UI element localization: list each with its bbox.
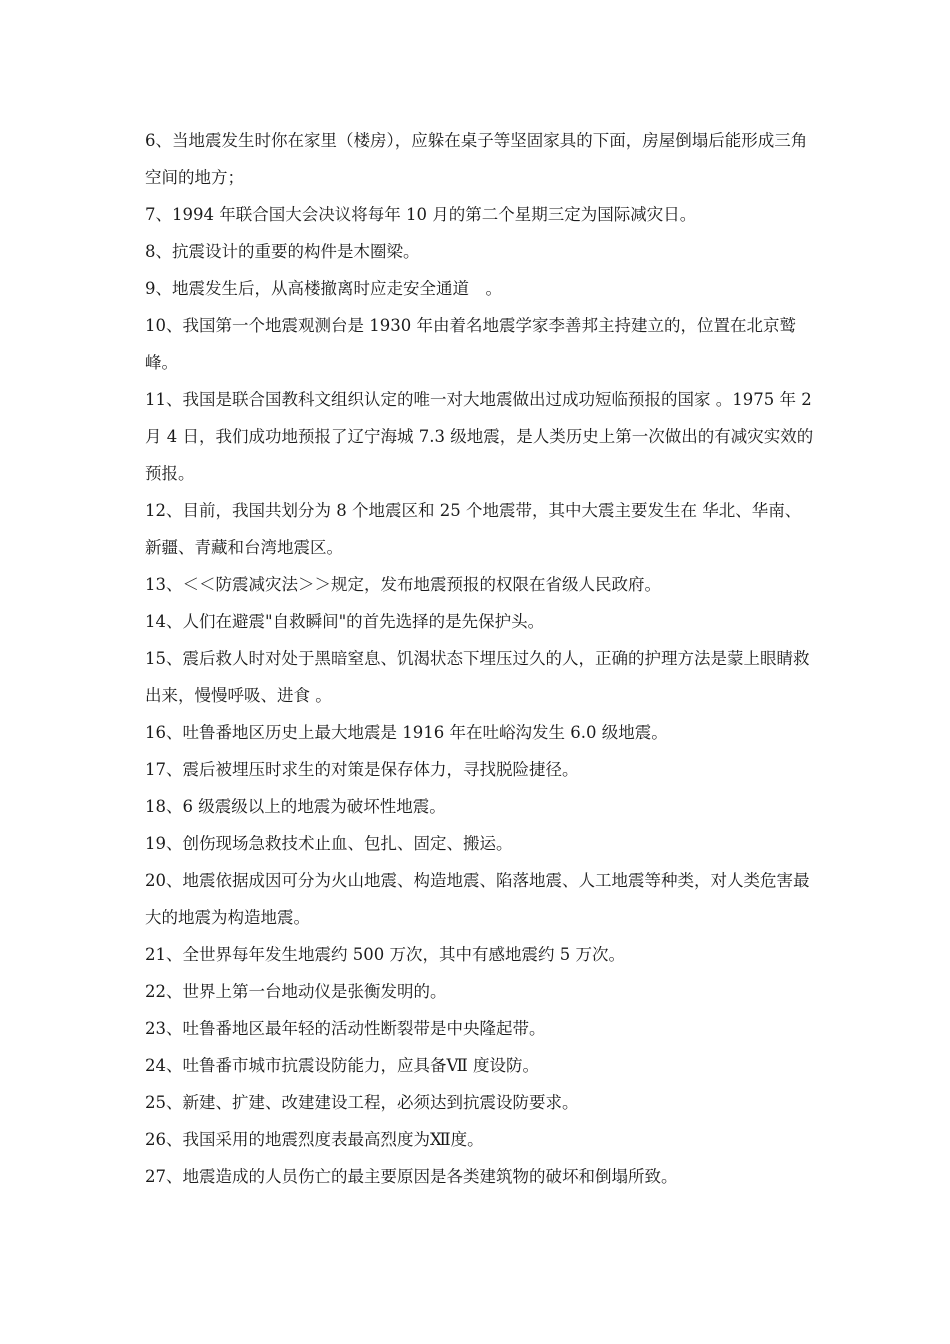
list-item-17: 17、震后被埋压时求生的对策是保存体力，寻找脱险捷径。	[145, 760, 579, 779]
list-item-18: 18、6 级震级以上的地震为破坏性地震。	[145, 797, 446, 816]
list-item-12: 12、目前，我国共划分为 8 个地震区和 25 个地震带，其中大震主要发生在 华北、华南、新疆、青藏和台湾地震区。	[145, 501, 802, 557]
list-item-8: 8、抗震设计的重要的构件是木圈梁。	[145, 242, 420, 261]
list-item-20: 20、地震依据成因可分为火山地震、构造地震、陷落地震、人工地震等种类，对人类危害最大的地震为构造地震。	[145, 871, 810, 927]
list-item-24: 24、吐鲁番市城市抗震设防能力，应具备Ⅶ 度设防。	[145, 1056, 540, 1075]
list-item-10: 10、我国第一个地震观测台是 1930 年由着名地震学家李善邦主持建立的，位置在北京鹫峰。	[145, 316, 796, 372]
list-item-26: 26、我国采用的地震烈度表最高烈度为Ⅻ度。	[145, 1130, 484, 1149]
list-item-6: 6、当地震发生时你在家里（楼房），应躲在桌子等坚固家具的下面，房屋倒塌后能形成三角空间的地方；	[145, 131, 808, 187]
list-item-14: 14、人们在避震"自救瞬间"的首先选择的是先保护头。	[145, 612, 545, 631]
list-item-16: 16、吐鲁番地区历史上最大地震是 1916 年在吐峪沟发生 6.0 级地震。	[145, 723, 668, 742]
list-item-22: 22、世界上第一台地动仪是张衡发明的。	[145, 982, 447, 1001]
document-page	[145, 122, 815, 1195]
list-item-13: 13、＜＜防震减灾法＞＞规定，发布地震预报的权限在省级人民政府。	[145, 575, 661, 594]
list-item-21: 21、全世界每年发生地震约 500 万次，其中有感地震约 5 万次。	[145, 945, 625, 964]
list-item-15: 15、震后救人时对处于黑暗窒息、饥渴状态下埋压过久的人，正确的护理方法是蒙上眼睛救出来，慢慢呼吸、进食 。	[145, 649, 810, 705]
list-item-27: 27、地震造成的人员伤亡的最主要原因是各类建筑物的破坏和倒塌所致。	[145, 1167, 678, 1186]
list-item-11: 11、我国是联合国教科文组织认定的唯一对大地震做出过成功短临预报的国家 。1975 年 2 月 4 日，我们成功地预报了辽宁海城 7.3 级地震，是人类历史上第一次做出的有减灾实效的预报。	[145, 390, 817, 483]
list-item-23: 23、吐鲁番地区最年轻的活动性断裂带是中央隆起带。	[145, 1019, 546, 1038]
list-item-25: 25、新建、扩建、改建建设工程，必须达到抗震设防要求。	[145, 1093, 579, 1112]
list-item-9: 9、地震发生后，从高楼撤离时应走安全通道 。	[145, 279, 502, 298]
list-item-7: 7、1994 年联合国大会决议将每年 10 月的第二个星期三定为国际减灾日。	[145, 205, 697, 224]
list-item-19: 19、创伤现场急救技术止血、包扎、固定、搬运。	[145, 834, 513, 853]
